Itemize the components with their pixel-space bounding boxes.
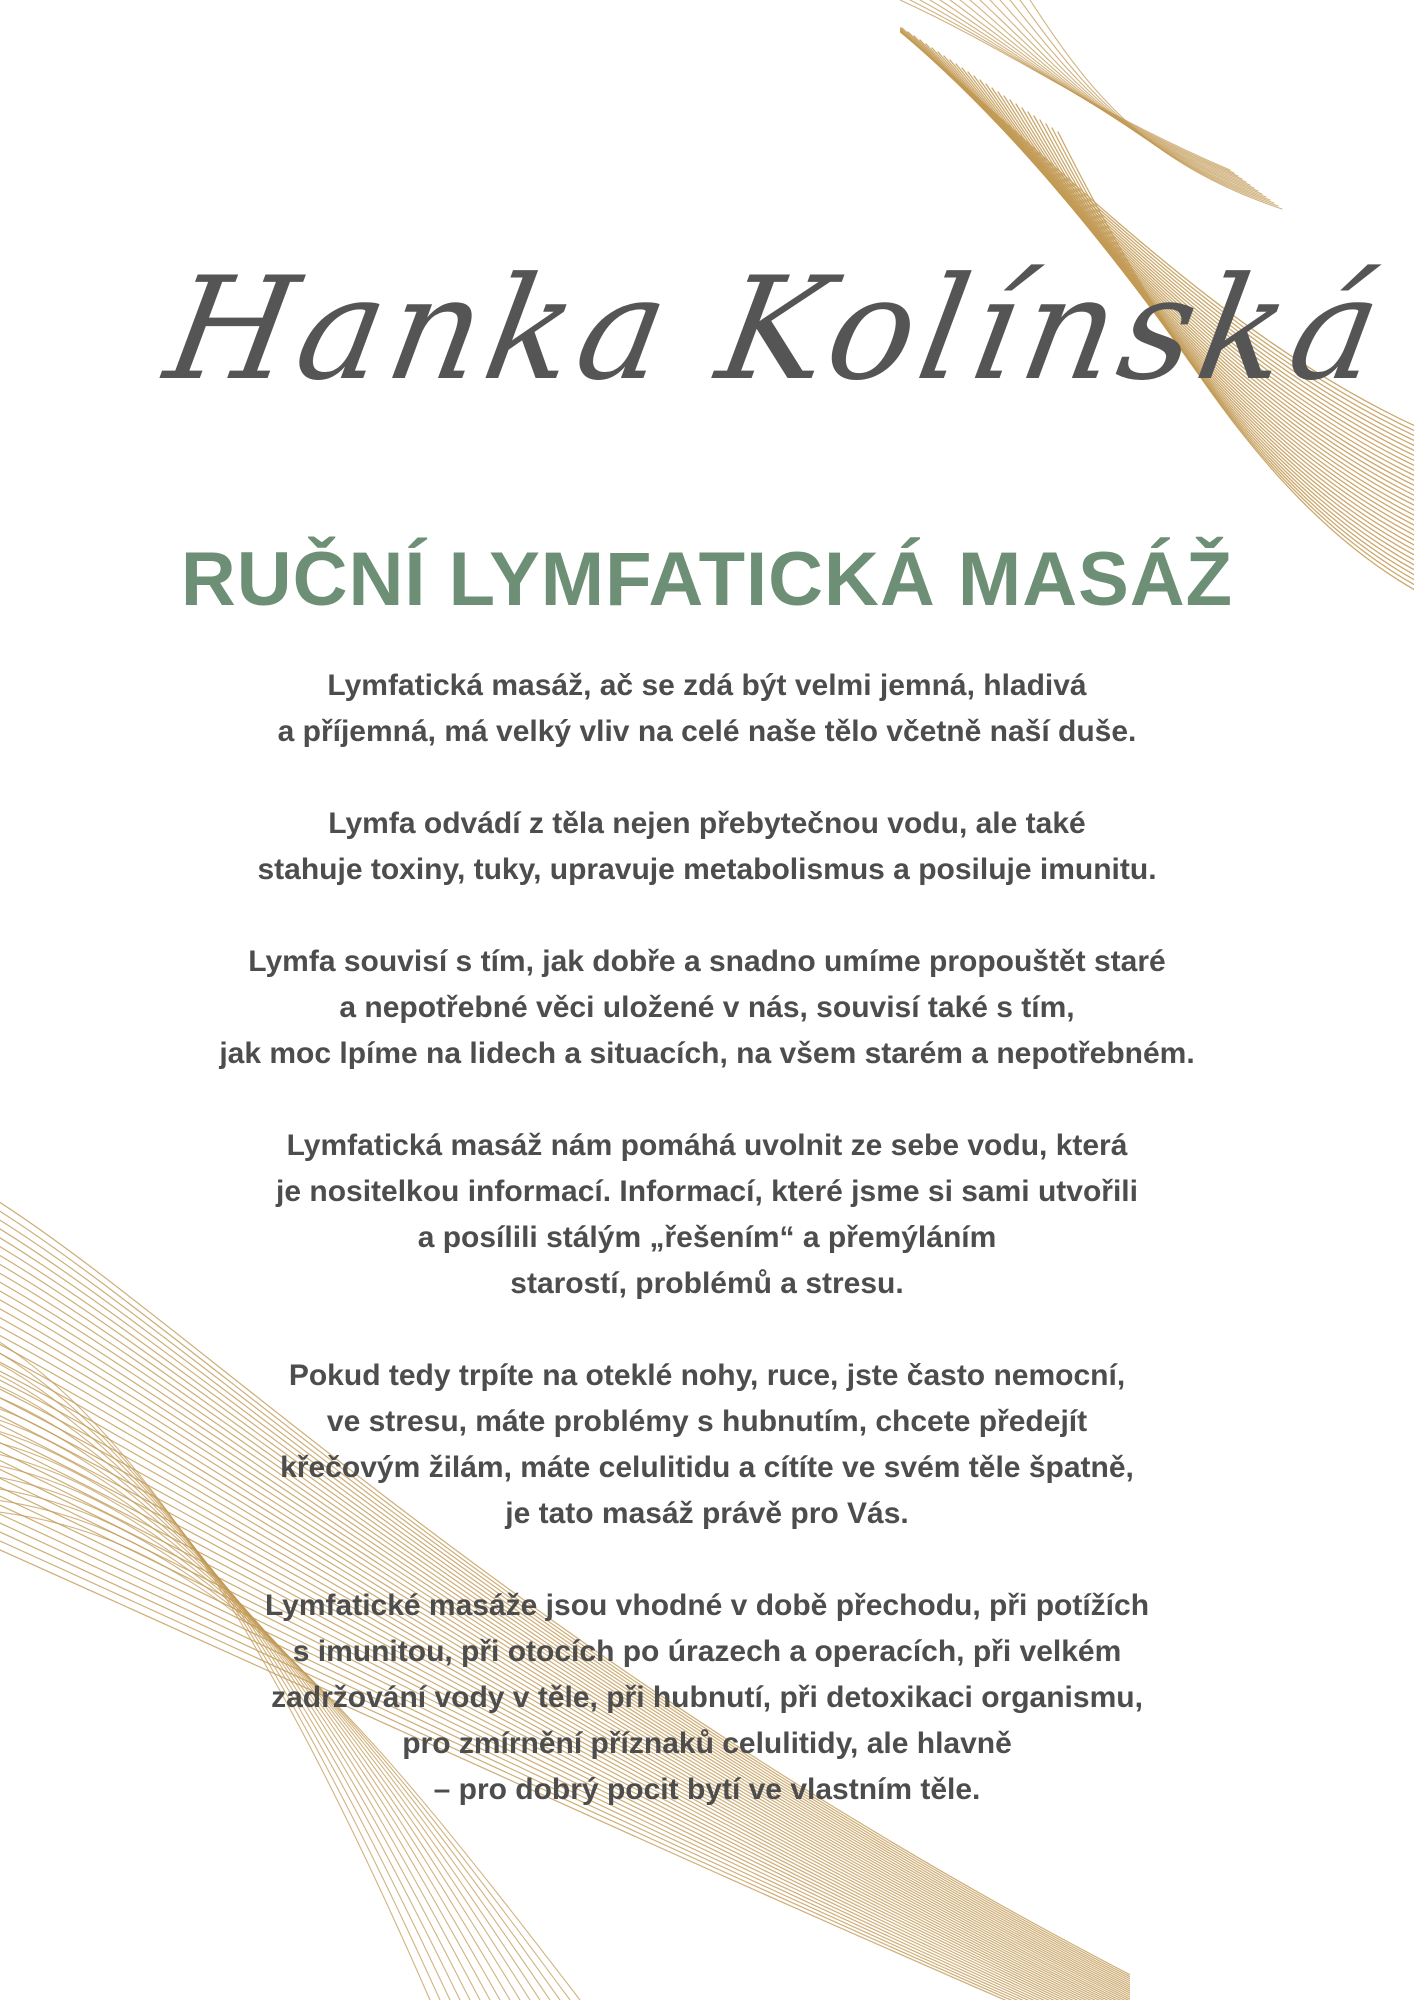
text-line: je nositelkou informací. Informací, které jsme si sami utvořili — [276, 1175, 1138, 1208]
text-line: Lymfatická masáž nám pomáhá uvolnit ze sebe vodu, která — [286, 1129, 1128, 1162]
text-line: je tato masáž právě pro Vás. — [505, 1497, 909, 1530]
text-line: s imunitou, při otocích po úrazech a operacích, při velkém — [292, 1635, 1122, 1668]
text-line: Pokud tedy trpíte na oteklé nohy, ruce, jste často nemocní, — [288, 1359, 1126, 1392]
gold-line — [1000, 0, 1270, 200]
gold-line — [920, 0, 1238, 176]
paragraph — [0, 1123, 1414, 1307]
text-line: stahuje toxiny, tuky, upravuje metabolismus a posiluje imunitu. — [257, 853, 1157, 886]
text-line: zadržování vody v těle, při hubnutí, při detoxikaci organismu, — [271, 1681, 1143, 1714]
gold-line — [1010, 0, 1274, 203]
paragraph — [0, 939, 1414, 1077]
signature: Hanka Kolínská — [155, 247, 1399, 412]
gold-line — [940, 0, 1246, 182]
text-line: křečovým žilám, máte celulitidu a cítíte ve svém těle špatně, — [280, 1451, 1134, 1484]
text-line: Lymfa odvádí z těla nejen přebytečnou vodu, ale také — [328, 807, 1086, 840]
text-line: jak moc lpíme na lidech a situacích, na všem starém a nepotřebném. — [219, 1037, 1195, 1070]
gold-line — [980, 0, 1262, 194]
gold-line — [950, 0, 1250, 185]
text-line: a nepotřebné věci uložené v nás, souvisí také s tím, — [339, 991, 1075, 1024]
gold-line — [960, 0, 1254, 188]
paragraph — [0, 663, 1414, 755]
text-line: pro zmírnění příznaků celulitidy, ale hlavně — [402, 1727, 1012, 1760]
text-line: a příjemná, má velký vliv na celé naše tělo včetně naší duše. — [277, 715, 1137, 748]
gold-line — [1030, 0, 1282, 209]
text-line: Lymfatické masáže jsou vhodné v době přechodu, při potížích — [264, 1589, 1150, 1622]
gold-line — [970, 0, 1258, 191]
gold-line — [900, 0, 1230, 170]
gold-line — [910, 0, 1234, 173]
paragraph — [0, 801, 1414, 893]
gold-line — [990, 0, 1266, 197]
paragraph — [0, 1583, 1414, 1813]
text-line: ve stresu, máte problémy s hubnutím, chcete předejít — [326, 1405, 1088, 1438]
page-title: RUČNÍ LYMFATICKÁ MASÁŽ — [180, 537, 1234, 622]
paragraph — [0, 1353, 1414, 1537]
text-line: starostí, problémů a stresu. — [510, 1267, 904, 1300]
gold-line — [930, 0, 1242, 179]
text-line: a posílili stálým „řešením“ a přemýláním — [417, 1221, 997, 1254]
gold-line — [1020, 0, 1278, 206]
body-text — [0, 663, 1414, 1859]
text-line: – pro dobrý pocit bytí ve vlastním těle. — [433, 1773, 981, 1806]
text-line: Lymfa souvisí s tím, jak dobře a snadno umíme propouštět staré — [248, 945, 1166, 978]
text-line: Lymfatická masáž, ač se zdá být velmi jemná, hladivá — [327, 669, 1087, 702]
